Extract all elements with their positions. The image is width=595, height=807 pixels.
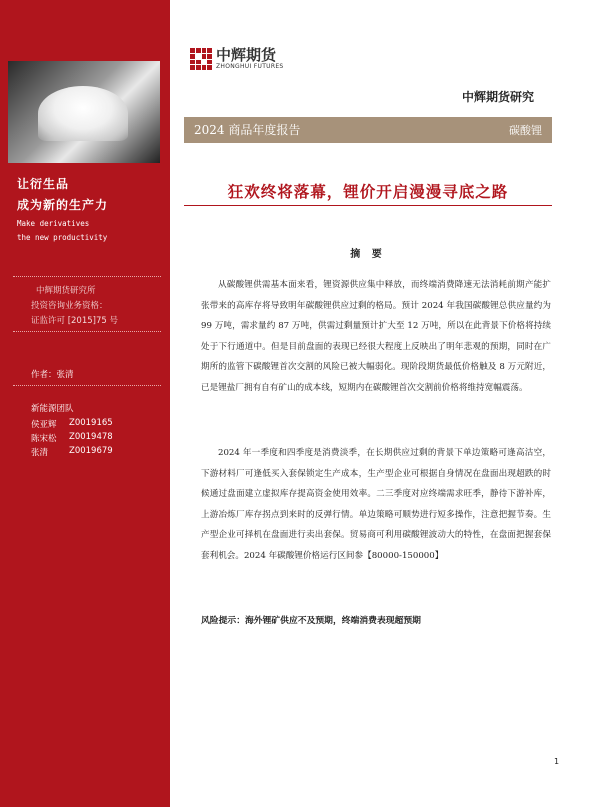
logo-text-en: ZHONGHUI FUTURES [216,63,284,70]
divider [13,331,161,332]
institute-name: 中辉期货研究所 [36,286,96,296]
logo-text-cn: 中辉期货 [216,46,277,64]
team-name: 新能源团队 [31,404,74,414]
slogan-cn-line-2: 成为新的生产力 [17,198,109,212]
slogan-en-line-1: Make derivatives [17,219,90,228]
page-number: 1 [554,757,560,766]
analyst-id: Z0019679 [69,446,113,456]
research-label: 中辉期货研究 [462,90,535,104]
analyst-id: Z0019165 [69,418,113,428]
sidebar [0,0,170,807]
license-number: 证监许可 [2015]75 号 [31,316,118,326]
commodity-name: 碳酸锂 [509,124,542,137]
report-type: 2024 商品年度报告 [194,123,301,137]
report-banner [184,117,552,143]
analyst-name: 陈宋松 [31,434,57,444]
analyst-row [31,418,113,430]
slogan-en-line-2: the new productivity [17,233,108,242]
company-logo [190,48,284,70]
analyst-row [31,446,113,458]
slogan-cn-line-1: 让衍生品 [17,177,70,191]
report-title: 狂欢终将落幕，锂价开启漫漫寻底之路 [227,182,509,201]
title-underline [184,205,552,206]
author: 作者：张清 [31,370,74,380]
risk-warning: 风险提示：海外锂矿供应不及预期，终端消费表现超预期 [201,616,421,626]
lithium-powder-illustration [38,86,128,141]
abstract-heading: 摘 要 [350,249,386,260]
analyst-row [31,432,113,444]
license-label: 投资咨询业务资格： [31,301,108,311]
abstract-paragraph-1: 从碳酸锂供需基本面来看，锂资源供应集中释放，而终端消费降速无法消耗前期产能扩张带来的高库存将导致明年碳酸锂供应过剩的格局。预计 2024 年我国碳酸锂总供应量约为 99 万吨，需求量约 87 万吨，供需过剩量预计扩大至 12 万吨，所以在此背景下价格将持续处于下行通道中。但是目前盘面的表现已经很大程度上反映出了明年悲观的预期，同时在广期所的监管下碳酸锂首次交割的风险已被大幅弱化。现阶段期货最低价格触及 8 万元附近，已是锂盐厂拥有自有矿山的成本线，短期内在碳酸锂首次交割前价格将维持宽幅震荡。 [201,280,551,393]
analyst-name: 侯亚辉 [31,420,57,430]
abstract-paragraph-2: 2024 年一季度和四季度是消费淡季，在长期供应过剩的背景下单边策略可逢高沽空，下游材料厂可逢低买入套保锁定生产成本，生产型企业可根据自身情况在盘面出现超跌的时候通过盘面建立虚拟库存提高资金使用效率。二三季度对应终端需求旺季，静待下游补库，上游冶炼厂库存拐点到来时的反弹行情。单边策略可顺势进行短多操作，注意把握节奏。生产型企业可择机在盘面进行卖出套保。贸易商可利用碳酸锂波动大的特性，在盘面把握套保套利机会。2024 年碳酸锂价格运行区间参【80000-150000】 [201,448,551,561]
analyst-id: Z0019478 [69,432,113,442]
divider [13,276,161,277]
cover-image [8,61,160,163]
divider [13,385,161,386]
analyst-name: 张清 [31,448,49,458]
logo-grid-icon [190,48,212,70]
